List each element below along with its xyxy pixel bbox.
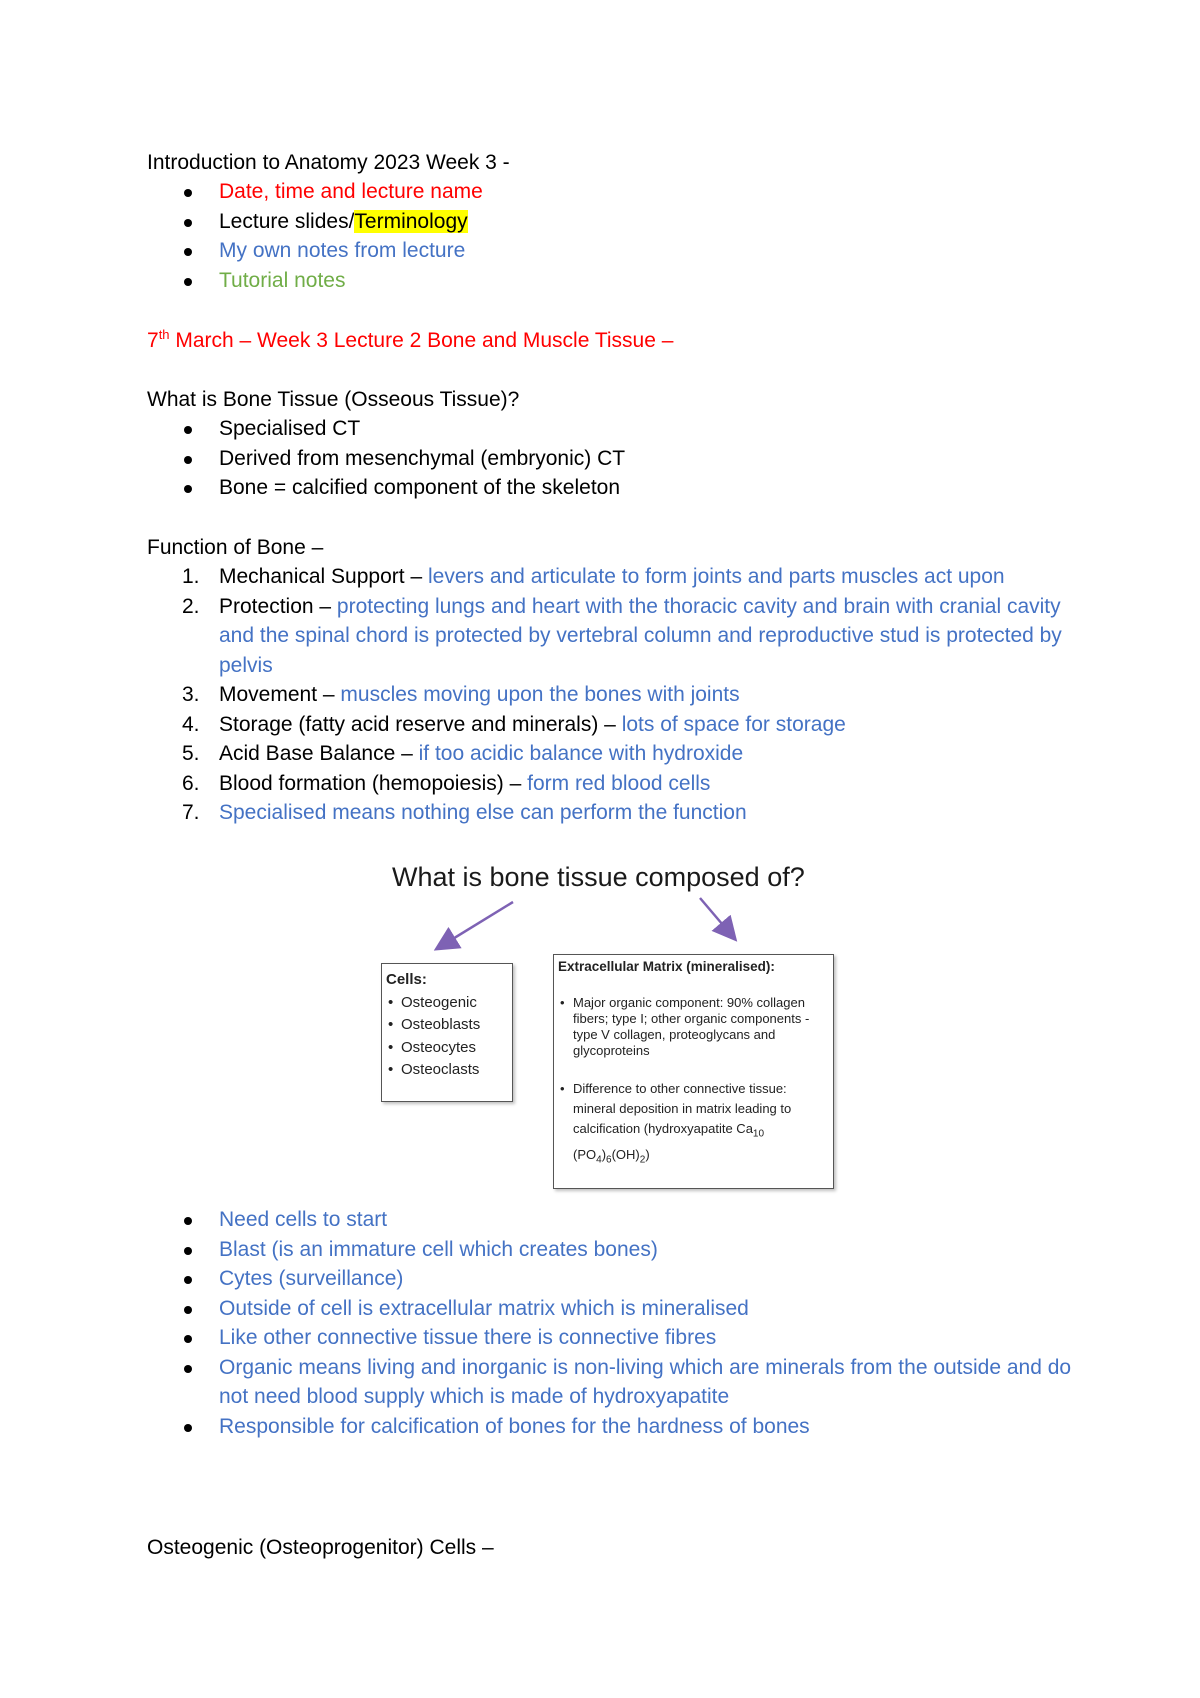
arrow-to-cells [438,902,513,948]
matrix-item [558,1079,825,1170]
function-item [147,739,1077,769]
list-item: Bone = calcified component of the skeleton [147,473,625,503]
color-legend [147,177,483,295]
note-item: Responsible for calcification of bones for the hardness of bones [147,1412,1077,1442]
note-item: Like other connective tissue there is connective fibres [147,1323,1077,1353]
matrix-box-heading: Extracellular Matrix (mineralised): [558,959,775,974]
matrix-list [558,995,825,1170]
item-number: 3. [182,683,200,706]
formula-sub: 6 [606,1154,612,1166]
formula-part: ) [601,1146,607,1162]
item-number: 5. [182,742,200,765]
item-note: muscles moving upon the bones with joints [340,683,740,706]
item-label: Storage (fatty acid reserve and minerals) – [219,712,622,736]
item-note: levers and articulate to form joints and parts muscles act upon [427,565,1005,588]
item-note: if too acidic balance with hydroxide [418,742,744,765]
function-item [147,769,1077,799]
function-heading: Function of Bone – [147,536,324,559]
item-number: 2. [182,594,200,618]
note-item: Outside of cell is extracellular matrix which is mineralised [147,1294,1077,1324]
lecture-heading-text: March – Week 3 Lecture 2 Bone and Muscle Tissue – [169,329,674,352]
cells-list [386,992,512,1082]
item-label: Protection – [219,594,337,618]
cells-box [381,963,513,1102]
legend-item-tutorial: Tutorial notes [147,266,483,296]
document-title: Introduction to Anatomy 2023 Week 3 - [147,151,510,174]
cell-item: • Osteogenic [386,992,512,1015]
function-list [147,562,1077,828]
formula-part: (PO [573,1146,597,1162]
function-item [147,798,1077,828]
cells-box-heading: Cells: [386,971,427,988]
formula-sub: 2 [639,1154,646,1166]
arrow-to-matrix [700,898,734,938]
matrix-item: • Major organic component: 90% collagen fibers; type I; other organic components - type V collagen, proteoglycans and glycoproteins [558,995,825,1059]
lecture-day-suffix: th [158,327,170,342]
item-note: lots of space for storage [621,712,846,736]
matrix-box [553,954,834,1189]
item-note: Specialised means nothing else can perform the function [219,801,747,824]
item-number: 7. [182,801,200,824]
formula-part: (OH) [611,1146,640,1162]
matrix-item-text: Difference to other connective tissue: mineral deposition in matrix leading to calcification (hydroxyapatite Ca [573,1081,792,1136]
lecture-day: 7 [147,329,159,352]
function-item [147,680,1077,710]
legend-item-date: Date, time and lecture name [147,177,483,207]
bone-tissue-list [147,414,625,503]
note-item: Blast (is an immature cell which creates bones) [147,1235,1077,1265]
legend-slides-text: Lecture slides/ [219,209,355,233]
item-label: Blood formation (hemopoiesis) – [219,771,528,795]
item-note: form red blood cells [527,771,711,795]
lecture-notes-list [147,1205,1077,1441]
note-item: Cytes (surveillance) [147,1264,1077,1294]
item-number: 6. [182,771,200,795]
note-item: Need cells to start [147,1205,1077,1235]
legend-item-slides [147,207,483,237]
item-label: Acid Base Balance – [219,742,419,765]
cell-item: • Osteoblasts [386,1014,512,1037]
item-number: 4. [182,712,200,736]
osteogenic-heading: Osteogenic (Osteoprogenitor) Cells – [147,1536,494,1559]
formula-part: ) [645,1146,650,1162]
lecture-heading [147,326,673,356]
function-item [147,710,1077,740]
function-item [147,562,1077,592]
cell-item: • Osteoclasts [386,1059,512,1082]
legend-item-own-notes: My own notes from lecture [147,236,483,266]
figure-title: What is bone tissue composed of? [392,862,805,892]
item-number: 1. [182,565,200,588]
note-item: Organic means living and inorganic is non-living which are minerals from the outside and do not need blood supply which is made of hydroxyapatite [147,1353,1077,1412]
item-label: Mechanical Support – [219,565,428,588]
item-note: protecting lungs and heart with the thoracic cavity and brain with cranial cavity and the spinal chord is protected by vertebral column and reproductive stud is protected by pelvis [219,594,1062,677]
list-item: Specialised CT [147,414,625,444]
formula-sub: 4 [596,1154,602,1166]
bone-tissue-heading: What is Bone Tissue (Osseous Tissue)? [147,388,520,411]
function-item [147,592,1077,681]
item-label: Movement – [219,683,341,706]
formula-sub: 10 [752,1128,765,1140]
legend-terminology-highlight: Terminology [354,209,468,233]
cell-item: • Osteocytes [386,1037,512,1060]
list-item: Derived from mesenchymal (embryonic) CT [147,444,625,474]
